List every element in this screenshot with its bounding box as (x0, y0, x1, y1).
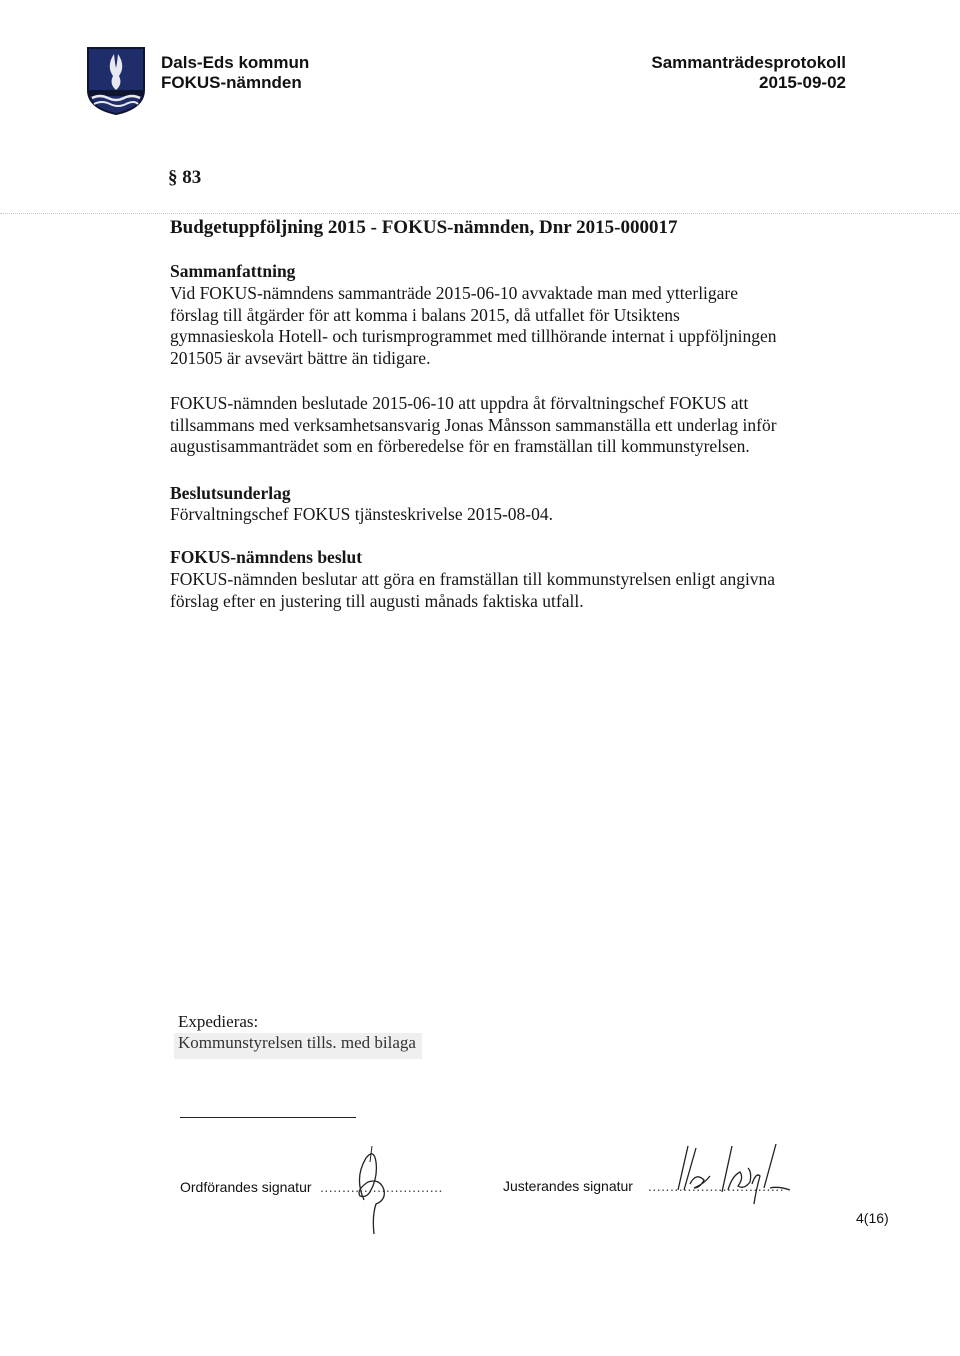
dispatch-label: Expedieras: (178, 1012, 259, 1031)
decision-paragraph (170, 569, 860, 612)
decision-basis-text (170, 504, 860, 526)
chair-handwritten-signature (330, 1138, 410, 1238)
decision-heading: FOKUS-nämndens beslut (170, 547, 363, 567)
signature-line (180, 1117, 356, 1118)
section-number: § 83 (168, 167, 202, 188)
paragraph-line: Vid FOKUS-nämndens sammanträde 2015-06-10 avvaktade man med ytterligare (170, 283, 739, 303)
summary-paragraph (170, 283, 860, 369)
municipality-name: Dals-Eds kommun (161, 53, 310, 72)
paragraph-line: gymnasieskola Hotell- och turismprogrammet med tillhörande internat i uppföljningen (170, 326, 777, 346)
paragraph-line: FOKUS-nämnden beslutar att göra en framställan till kommunstyrelsen enligt angivna (170, 569, 776, 589)
summary-heading: Sammanfattning (170, 261, 296, 281)
divider (0, 213, 960, 214)
chair-signature-label: Ordförandes signatur (180, 1179, 312, 1195)
paragraph-line: augustisammanträdet som en förberedelse för en framställan till kommunstyrelsen. (170, 436, 750, 456)
paragraph-line: tillsammans med verksamhetsansvarig Jonas Månsson sammanställa ett underlag inför (170, 414, 777, 435)
paragraph-line: förslag efter en justering till augusti månads faktiska utfall. (170, 590, 584, 611)
adjuster-signature-dots: ............................... (648, 1178, 785, 1194)
page-number: 4(16) (856, 1210, 889, 1226)
paragraph-line: 201505 är avsevärt bättre än tidigare. (170, 347, 431, 368)
paragraph-line: förslag till åtgärder för att komma i balans 2015, då utfallet för Utsiktens (170, 304, 680, 325)
municipal-coat-of-arms-icon (86, 46, 146, 116)
document-type: Sammanträdesprotokoll (651, 53, 846, 72)
document-date: 2015-09-02 (759, 73, 846, 92)
paragraph-line: Förvaltningschef FOKUS tjänsteskrivelse 2015-08-04. (170, 504, 554, 524)
section-title: Budgetuppföljning 2015 - FOKUS-nämnden, Dnr 2015-000017 (170, 217, 678, 238)
dispatch-recipient: Kommunstyrelsen tills. med bilaga (174, 1033, 422, 1059)
chair-signature-dots: ............................ (320, 1179, 443, 1195)
assignment-paragraph (170, 393, 860, 458)
decision-basis-heading: Beslutsunderlag (170, 483, 291, 503)
paragraph-line: FOKUS-nämnden beslutade 2015-06-10 att uppdra åt förvaltningschef FOKUS att (170, 393, 749, 413)
committee-name: FOKUS-nämnden (161, 73, 302, 92)
adjuster-handwritten-signature (660, 1132, 800, 1222)
adjuster-signature-label: Justerandes signatur (503, 1178, 633, 1194)
